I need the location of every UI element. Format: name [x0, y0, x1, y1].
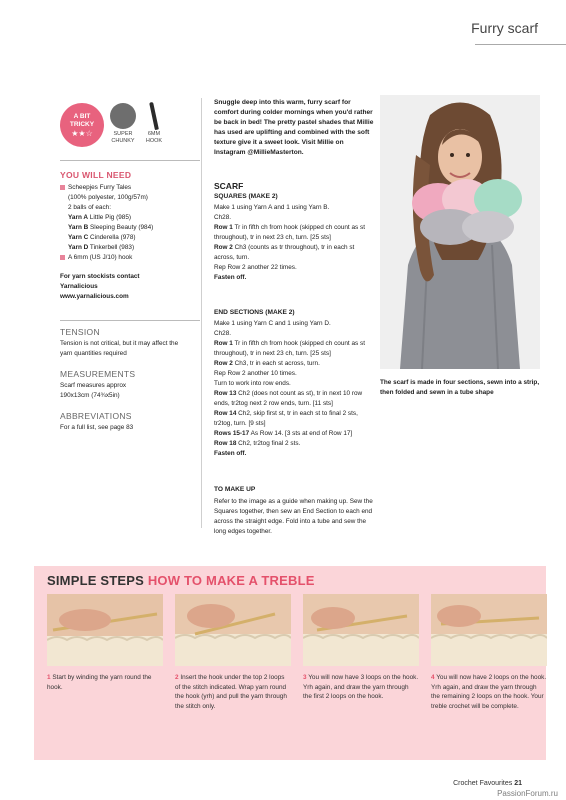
stockists-line1: For yarn stockists contact — [60, 273, 140, 280]
simple-steps-title — [47, 573, 315, 588]
list-item: Yarn C Cinderella (978) — [68, 234, 136, 241]
end-sections-instructions — [214, 319, 374, 459]
bullet-icon — [60, 185, 65, 190]
yarn-spec: (100% polyester, 100g/57m) — [68, 194, 148, 201]
sidebar-divider — [60, 320, 200, 321]
watermark: PassionForum.ru — [497, 789, 558, 798]
list-item: Row 1 Tr in fifth ch from hook (skipped ch count as st throughout), tr in next 23 ch, turn. [25 sts] — [214, 224, 365, 241]
step-number: 4 — [431, 674, 435, 681]
column-divider — [201, 98, 202, 528]
list-item: Yarn B Sleeping Beauty (984) — [68, 224, 154, 231]
list-item: Row 2 Ch3 (counts as tr throughout), tr in each st across, turn. — [214, 244, 355, 261]
tension-heading: TENSION — [60, 327, 100, 337]
hand-hook-illustration — [175, 594, 291, 666]
difficulty-stars: ★★☆ — [71, 129, 93, 138]
intro-text: Snuggle deep into this warm, furry scarf for comfort during colder mornings when you'd rather be back in bed! The pretty pastel shades that Millie has used are uplifting and combined with the soft texture give it a sweet look. Visit Millie on Instagram @MillieMasterton. — [214, 99, 374, 156]
bullet-icon — [60, 255, 65, 260]
list-item: Row 18 Ch2, tr2tog final 2 sts. — [214, 440, 301, 447]
model-illustration — [380, 95, 540, 369]
list-item: Make 1 using Yarn A and 1 using Yarn B. — [214, 204, 330, 211]
step-photo — [303, 594, 419, 666]
yarn-weight-line2: CHUNKY — [111, 138, 135, 144]
step-description: You will now have 3 loops on the hook. Yrh again, and draw the yarn through the first 2 loops on the hook. — [303, 674, 419, 700]
list-item: Fasten off. — [214, 274, 247, 281]
tension-text: Tension is not critical, but it may affect the yarn quantities required — [60, 340, 179, 357]
yarn-weight-label — [104, 131, 142, 145]
list-item: Row 14 Ch2, skip first st, tr in each st to final 2 sts, tr2tog, turn. [9 sts] — [214, 410, 358, 427]
stockists-line2: Yarnalicious — [60, 283, 98, 290]
list-item: Yarn A Little Pig (985) — [68, 214, 132, 221]
list-item: Rep Row 2 another 10 times. — [214, 370, 297, 377]
step-2-text — [175, 673, 291, 711]
simple-steps-label: SIMPLE STEPS — [47, 573, 145, 588]
scarf-heading: SCARF — [214, 181, 244, 191]
hook-requirement: A 6mm (US J/10) hook — [68, 254, 133, 261]
make-up-text: Refer to the image as a guide when making up. Sew the Squares together, then sew an End Section to each end across the straight edge. Fold into a tube and sew the long edges together. — [214, 498, 373, 535]
list-item: Fasten off. — [214, 450, 247, 457]
step-1-text — [47, 673, 163, 692]
list-item: Make 1 using Yarn C and 1 using Yarn D. — [214, 320, 331, 327]
step-description: You will now have 2 loops on the hook. Yrh again, and draw the yarn through the remaining 2 loops on the hook. Your treble crochet will be complete. — [431, 674, 547, 710]
you-will-need-heading: YOU WILL NEED — [60, 170, 132, 180]
step-number: 1 — [47, 674, 51, 681]
measurements-text: Scarf measures approx 190x13cm (74¾x5in) — [60, 382, 127, 399]
abbreviations-heading: ABBREVIATIONS — [60, 411, 132, 421]
stockists-url: www.yarnalicious.com — [60, 293, 129, 300]
hand-hook-illustration — [303, 594, 419, 666]
end-sections-heading: END SECTIONS (MAKE 2) — [214, 309, 295, 316]
difficulty-line1: A BIT — [73, 113, 91, 120]
yarn-brand: Scheepjes Furry Tales — [68, 184, 132, 191]
yarn-ball-icon — [110, 103, 136, 129]
magazine-name: Crochet Favourites — [453, 780, 513, 787]
difficulty-line2: TRICKY — [69, 121, 95, 128]
crochet-hook-icon — [149, 102, 159, 130]
step-3-text — [303, 673, 419, 702]
list-item: Row 1 Tr in fifth ch from hook (skipped ch count as st throughout), tr in next 23 ch, turn. [25 sts] — [214, 340, 365, 357]
list-item: Row 2 Ch3, tr in each st across, turn. — [214, 360, 320, 367]
header-divider — [475, 44, 566, 45]
list-item: Ch28. — [214, 214, 232, 221]
simple-steps-subtitle: HOW TO MAKE A TREBLE — [147, 573, 315, 588]
materials-list — [60, 183, 210, 302]
list-item: Row 13 Ch2 (does not count as st), tr in next 10 row ends, tr2tog next 2 row ends, turn. [11 sts] — [214, 390, 363, 407]
hand-hook-illustration — [431, 594, 547, 666]
list-item: Rep Row 2 another 22 times. — [214, 264, 297, 271]
page-footer — [453, 780, 522, 787]
list-item: Rows 15-17 As Row 14. [3 sts at end of Row 17] — [214, 430, 353, 437]
model-photo — [380, 95, 540, 369]
hook-size-line2: HOOK — [145, 138, 163, 144]
step-4-text — [431, 673, 547, 711]
abbreviations-text: For a full list, see page 83 — [60, 424, 134, 431]
page-title: Furry scarf — [471, 20, 538, 36]
list-item: Yarn D Tinkerbell (983) — [68, 244, 135, 251]
squares-instructions — [214, 203, 374, 283]
yarn-weight-line1: SUPER — [113, 131, 133, 137]
hook-size-line1: 6MM — [147, 131, 161, 137]
step-number: 3 — [303, 674, 307, 681]
squares-heading: SQUARES (MAKE 2) — [214, 193, 278, 200]
hand-hook-illustration — [47, 594, 163, 666]
step-description: Start by winding the yarn round the hook. — [47, 674, 152, 691]
yarn-balls: 2 balls of each: — [68, 204, 111, 211]
difficulty-badge — [60, 103, 104, 147]
sidebar-divider — [60, 160, 200, 161]
step-photo — [431, 594, 547, 666]
make-up-heading: TO MAKE UP — [214, 486, 256, 493]
photo-caption: The scarf is made in four sections, sewn into a strip, then folded and sewn in a tube shape — [380, 379, 540, 396]
list-item: Ch28. — [214, 330, 232, 337]
step-photo — [175, 594, 291, 666]
simple-steps-panel — [34, 566, 546, 760]
step-description: Insert the hook under the top 2 loops of the stitch indicated. Wrap yarn round the hook (yrh) and pull the yarn through the stitch only. — [175, 674, 287, 710]
page-number: 21 — [514, 780, 522, 787]
measurements-heading: MEASUREMENTS — [60, 369, 136, 379]
step-number: 2 — [175, 674, 179, 681]
hook-size-label — [140, 131, 168, 145]
step-photo — [47, 594, 163, 666]
list-item: Turn to work into row ends. — [214, 380, 291, 387]
